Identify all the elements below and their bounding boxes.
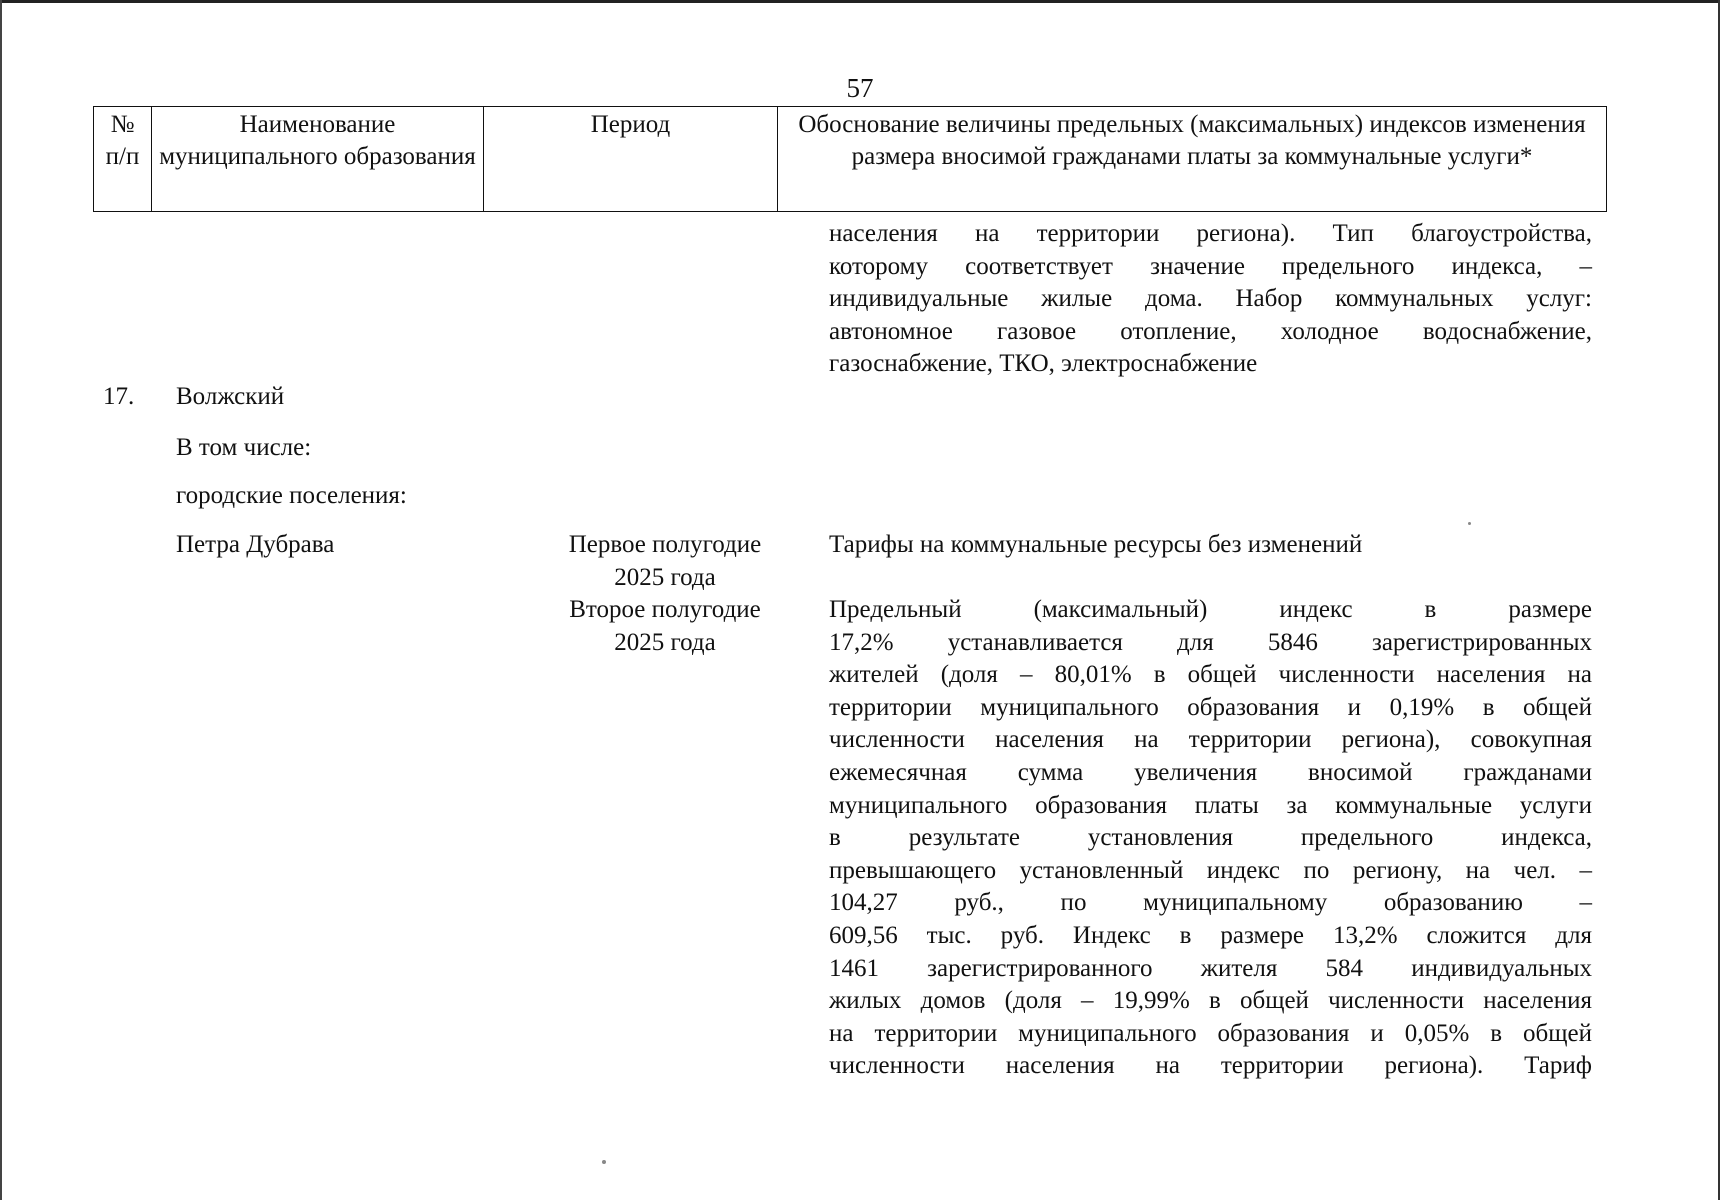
period-line: 2025 года xyxy=(614,563,716,591)
second-half-justification xyxy=(829,594,1592,1083)
text-line: превышающего установленный индекс по региону, на чел. – xyxy=(829,856,1592,884)
text-line: Предельный (максимальный) индекс в размере xyxy=(829,596,1592,623)
text-line: территории муниципального образования и 0,19% в общей xyxy=(829,693,1592,721)
text-line: населения на территории региона). Тип благоустройства, xyxy=(829,220,1592,247)
text-line: 17,2% устанавливается для 5846 зарегистрированных xyxy=(829,628,1592,656)
header-name: Наименование муниципального образования xyxy=(152,107,484,212)
scan-speck xyxy=(1468,522,1471,525)
table-header xyxy=(93,106,1607,212)
text-line: в результате установления предельного индекса, xyxy=(829,824,1592,852)
municipality-name: Волжский xyxy=(176,383,285,410)
including-label: В том числе: xyxy=(176,434,312,461)
text-line: автономное газовое отопление, холодное водоснабжение, xyxy=(829,317,1592,345)
text-line: муниципального образования платы за коммунальные услуги xyxy=(829,791,1592,819)
text-line: 104,27 руб., по муниципальному образованию – xyxy=(829,889,1592,917)
text-line: газоснабжение, ТКО, электроснабжение xyxy=(829,350,1258,378)
scan-border-top xyxy=(0,0,1720,3)
text-line: численности населения на территории региона), совокупная xyxy=(829,726,1592,754)
period-line: Первое полугодие xyxy=(568,531,762,558)
scan-speck xyxy=(602,1160,606,1164)
header-number: № п/п xyxy=(94,107,152,212)
period-line: 2025 года xyxy=(614,628,716,656)
settlement-name: Петра Дубрава xyxy=(176,531,335,558)
scan-border-left xyxy=(0,0,2,1200)
continuation-text xyxy=(829,218,1592,381)
first-half-justification: Тарифы на коммунальные ресурсы без изменений xyxy=(829,531,1363,558)
text-line: жилых домов (доля – 19,99% в общей численности населения xyxy=(829,987,1592,1015)
period-first-half xyxy=(545,529,785,659)
text-line: 1461 зарегистрированного жителя 584 индивидуальных xyxy=(829,954,1592,982)
header-justification: Обоснование величины предельных (максимальных) индексов изменения размера вносимой гражданами платы за коммунальные услуги* xyxy=(778,107,1607,212)
urban-settlements-label: городские поселения: xyxy=(176,482,407,509)
page-number: 57 xyxy=(846,73,874,103)
row-number: 17. xyxy=(103,383,135,410)
text-line: численности населения на территории региона). Тариф xyxy=(829,1052,1592,1080)
period-line: Второе полугодие xyxy=(569,596,761,623)
text-line: индивидуальные жилые дома. Набор коммунальных услуг: xyxy=(829,285,1592,313)
header-period: Период xyxy=(484,107,778,212)
text-line: которому соответствует значение предельного индекса, – xyxy=(829,252,1592,280)
text-line: ежемесячная сумма увеличения вносимой гражданами xyxy=(829,758,1592,786)
text-line: на территории муниципального образования и 0,05% в общей xyxy=(829,1019,1592,1047)
text-line: жителей (доля – 80,01% в общей численности населения на xyxy=(829,661,1592,689)
text-line: 609,56 тыс. руб. Индекс в размере 13,2% сложится для xyxy=(829,921,1592,949)
